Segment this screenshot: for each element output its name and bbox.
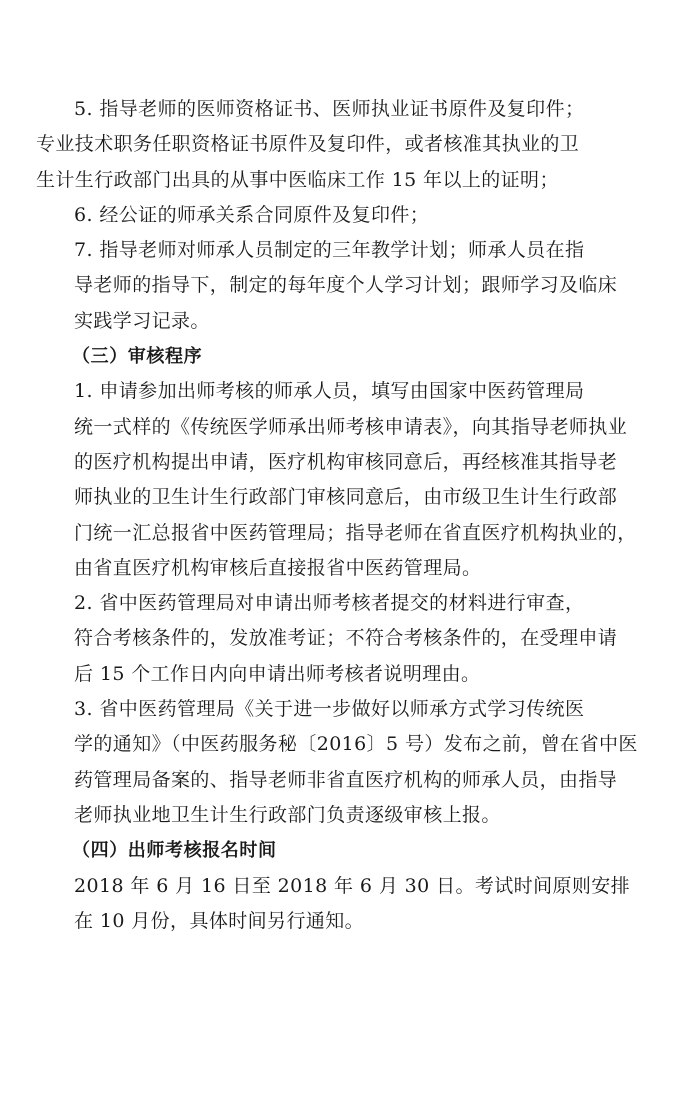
text-line: 5. 指导老师的医师资格证书、医师执业证书原件及复印件； bbox=[74, 98, 585, 120]
text-line: 2018 年 6 月 16 日至 2018 年 6 月 30 日。考试时间原则安排 bbox=[74, 874, 631, 897]
text-line: 老师执业地卫生计生行政部门负责逐级审核上报。 bbox=[74, 803, 501, 826]
body-paragraph bbox=[36, 198, 648, 233]
text-line: 专业技术职务任职资格证书原件及复印件，或者核准其执业的卫 bbox=[36, 133, 580, 156]
text-line: 符合考核条件的，发放准考证；不符合考核条件的，在受理申请 bbox=[74, 627, 618, 650]
body-paragraph bbox=[36, 233, 648, 339]
document-body bbox=[36, 92, 648, 939]
body-paragraph bbox=[36, 869, 648, 940]
text-line: 后 15 个工作日内向申请出师考核者说明理由。 bbox=[74, 662, 481, 685]
text-line: 导老师的指导下，制定的每年度个人学习计划；跟师学习及临床 bbox=[74, 274, 618, 297]
text-line: 门统一汇总报省中医药管理局；指导老师在省直医疗机构执业的， bbox=[74, 521, 637, 544]
text-line: 2. 省中医药管理局对申请出师考核者提交的材料进行审查， bbox=[74, 592, 585, 615]
text-line: 在 10 月份，具体时间另行通知。 bbox=[74, 909, 365, 932]
text-line: 3. 省中医药管理局《关于进一步做好以师承方式学习传统医 bbox=[74, 698, 585, 721]
text-line: 统一式样的《传统医学师承出师考核申请表》，向其指导老师执业 bbox=[74, 415, 628, 438]
text-line: （四）出师考核报名时间 bbox=[72, 840, 277, 862]
body-paragraph bbox=[36, 92, 648, 127]
body-paragraph bbox=[36, 692, 648, 833]
body-paragraph bbox=[36, 586, 648, 692]
text-line: （三）审核程序 bbox=[72, 346, 203, 368]
text-line: 师执业的卫生计生行政部门审核同意后，由市级卫生计生行政部 bbox=[74, 486, 618, 509]
text-line: 1. 申请参加出师考核的师承人员，填写由国家中医药管理局 bbox=[74, 380, 585, 403]
section-heading bbox=[36, 339, 648, 374]
text-line: 学的通知》（中医药服务秘〔2016〕5 号）发布之前，曾在省中医 bbox=[74, 733, 638, 756]
text-line: 药管理局备案的、指导老师非省直医疗机构的师承人员，由指导 bbox=[74, 768, 618, 791]
text-line: 生计生行政部门出具的从事中医临床工作 15 年以上的证明； bbox=[36, 168, 559, 191]
text-line: 6. 经公证的师承关系合同原件及复印件； bbox=[74, 203, 430, 226]
text-line: 的医疗机构提出申请，医疗机构审核同意后，再经核准其指导老 bbox=[74, 450, 618, 473]
text-line: 由省直医疗机构审核后直接报省中医药管理局。 bbox=[74, 556, 482, 579]
body-paragraph bbox=[36, 374, 648, 586]
text-line: 7. 指导老师对师承人员制定的三年教学计划；师承人员在指 bbox=[74, 239, 585, 262]
text-line: 实践学习记录。 bbox=[74, 309, 210, 332]
body-paragraph bbox=[36, 127, 648, 198]
section-heading bbox=[36, 833, 648, 868]
